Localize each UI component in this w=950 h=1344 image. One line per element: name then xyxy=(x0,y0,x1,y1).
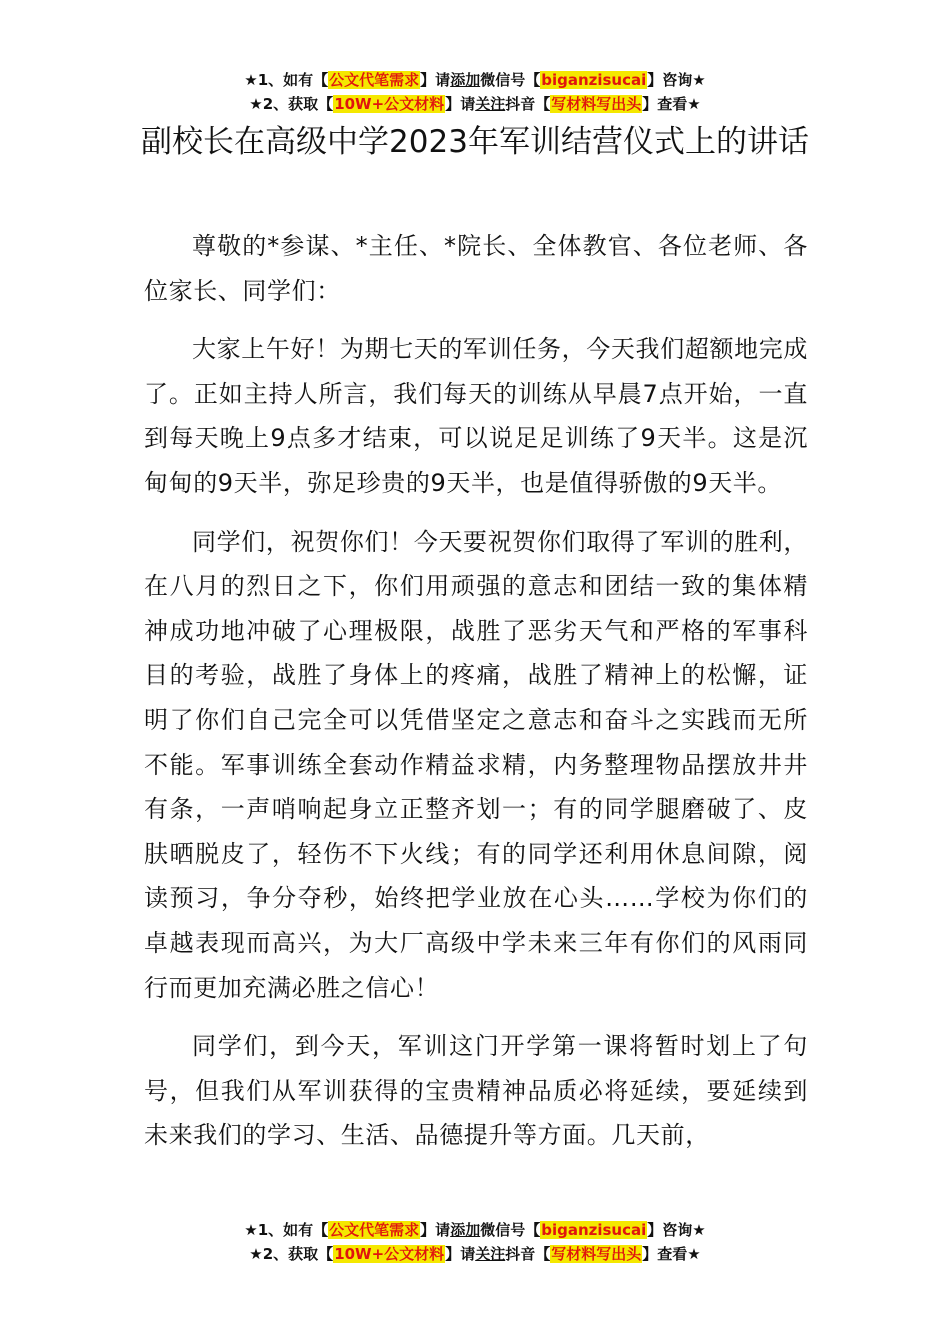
promo-text: 抖音【 xyxy=(505,95,551,113)
paragraph-salutation: 尊敬的*参谋、*主任、*院长、全体教官、各位老师、各位家长、同学们： xyxy=(144,232,808,305)
promo-highlight: biganzisucai xyxy=(541,71,647,89)
promo-text: 】请 xyxy=(420,71,451,89)
promo-text: 】请 xyxy=(445,95,476,113)
promo-text: 2、获取【 xyxy=(262,1245,334,1263)
promo-text: 微信号【 xyxy=(480,71,541,89)
promo-text: 】咨询★ xyxy=(647,1221,706,1239)
promo-line-1 xyxy=(0,1218,950,1242)
promo-line-1 xyxy=(0,68,950,92)
promo-text: 】请 xyxy=(420,1221,451,1239)
promo-text: 1、如有【 xyxy=(257,71,329,89)
document-title: 副校长在高级中学2023年军训结营仪式上的讲话 xyxy=(141,124,809,160)
paragraph: 同学们，祝贺你们！今天要祝贺你们取得了军训的胜利，在八月的烈日之下，你们用顽强的意志和团结一致的集体精神成功地冲破了心理极限，战胜了恶劣天气和严格的军事科目的考验，战胜了身体上的疼痛，战胜了精神上的松懈，证明了你们自己完全可以凭借坚定之意志和奋斗之实践而无所不能。军事训练全套动作精益求精，内务整理物品摆放井井有条，一声哨响起身立正整齐划一；有的同学腿磨破了、皮肤晒脱皮了，轻伤不下火线；有的同学还利用休息间隙，阅读预习，争分夺秒，始终把学业放在心头……学校为你们的卓越表现而高兴，为大厂高级中学未来三年有你们的风雨同行而更加充满必胜之信心！ xyxy=(144,527,808,1002)
header-promo-banner xyxy=(0,68,950,116)
promo-highlight: 写材料写出头 xyxy=(551,95,642,113)
promo-highlight: 10W+公文材料 xyxy=(334,95,445,113)
promo-underlined: 添加 xyxy=(450,71,481,89)
promo-text: 】请 xyxy=(445,1245,476,1263)
promo-underlined: 关注 xyxy=(475,95,506,113)
promo-highlight: 公文代笔需求 xyxy=(329,71,420,89)
document-body xyxy=(144,224,808,1172)
star-icon: ★ xyxy=(249,95,263,113)
promo-line-2 xyxy=(0,92,950,116)
paragraph: 同学们，到今天，军训这门开学第一课将暂时划上了句号，但我们从军训获得的宝贵精神品质必将延续，要延续到未来我们的学习、生活、品德提升等方面。几天前， xyxy=(144,1032,808,1150)
paragraph: 大家上午好！为期七天的军训任务，今天我们超额地完成了。正如主持人所言，我们每天的训练从早晨7点开始，一直到每天晚上9点多才结束，可以说足足训练了9天半。这是沉甸甸的9天半，弥足珍贵的9天半，也是值得骄傲的9天半。 xyxy=(144,335,808,497)
promo-text: 】查看★ xyxy=(642,1245,701,1263)
promo-line-2 xyxy=(0,1242,950,1266)
promo-underlined: 关注 xyxy=(475,1245,506,1263)
promo-text: 】查看★ xyxy=(642,95,701,113)
promo-underlined: 添加 xyxy=(450,1221,481,1239)
star-icon: ★ xyxy=(244,1221,258,1239)
promo-highlight: 写材料写出头 xyxy=(551,1245,642,1263)
promo-text: 微信号【 xyxy=(480,1221,541,1239)
promo-highlight: 公文代笔需求 xyxy=(329,1221,420,1239)
star-icon: ★ xyxy=(244,71,258,89)
promo-text: 2、获取【 xyxy=(262,95,334,113)
promo-text: 】咨询★ xyxy=(647,71,706,89)
promo-text: 抖音【 xyxy=(505,1245,551,1263)
promo-text: 1、如有【 xyxy=(257,1221,329,1239)
promo-highlight: biganzisucai xyxy=(541,1221,647,1239)
promo-highlight: 10W+公文材料 xyxy=(334,1245,445,1263)
footer-promo-banner xyxy=(0,1218,950,1266)
star-icon: ★ xyxy=(249,1245,263,1263)
